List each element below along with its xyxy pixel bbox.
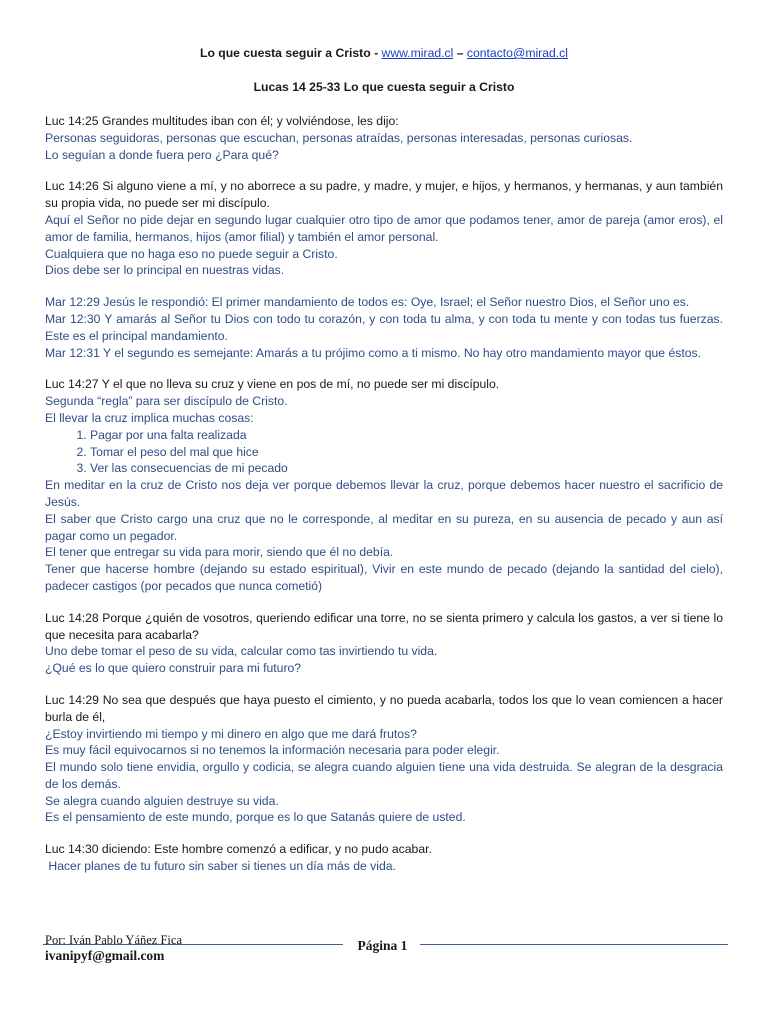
verse-text: Luc 14:27 Y el que no lleva su cruz y viene en pos de mí, no puede ser mi discípulo.: [45, 377, 500, 392]
commentary-text: El saber que Cristo cargo una cruz que no le corresponde, al meditar en su pureza, en su ausencia de pecado y aun así pagar como un pegador.: [45, 511, 723, 543]
verse-text: Luc 14:25 Grandes multitudes iban con él; y volviéndose, les dijo:: [45, 114, 399, 128]
footer-author-block: [45, 932, 345, 964]
commentary-text: El mundo solo tiene envidia, orgullo y codicia, se alegra cuando alguien tiene una vida destruida. Se alegran de la desgracia de los demás.: [45, 760, 723, 791]
section-luc-14-28: [45, 610, 723, 677]
commentary-text: Personas seguidoras, personas que escuchan, personas atraídas, personas interesadas, personas curiosas.: [45, 130, 633, 145]
page-number: Página 1: [357, 938, 408, 953]
section-luc-14-27: [45, 376, 723, 594]
footer-divider: [420, 944, 728, 945]
commentary-text: ¿Estoy invirtiendo mi tiempo y mi dinero en algo que me dará frutos?: [45, 726, 417, 741]
header-title: Lo que cuesta seguir a Cristo: [200, 46, 371, 60]
numbered-list: [45, 427, 723, 477]
page-header: [0, 45, 768, 61]
verse-text: Luc 14:29 No sea que después que haya puesto el cimiento, y no pueda acabarla, todos los que lo vean comiencen a hacer burla de él,: [45, 692, 723, 724]
list-item: 2. Tomar el peso del mal que hice: [90, 444, 723, 461]
commentary-text: El llevar la cruz implica muchas cosas:: [45, 410, 254, 425]
verse-text: Mar 12:29 Jesús le respondió: El primer mandamiento de todos es: Oye, Israel; el Señor nuestro Dios, el Señor uno es.: [45, 295, 690, 310]
section-mar-12: [45, 294, 723, 361]
commentary-text: Aquí el Señor no pide dejar en segundo lugar cualquier otro tipo de amor que podamos tener, amor de pareja (amor eros), el amor de familia, hermanos, hijos (amor filial) y también el amor personal.: [45, 212, 723, 244]
commentary-text: Uno debe tomar el peso de su vida, calcular como tas invirtiendo tu vida.: [45, 644, 438, 659]
commentary-text: Dios debe ser lo principal en nuestras vidas.: [45, 263, 285, 278]
verse-text: Luc 14:30 diciendo: Este hombre comenzó a edificar, y no pudo acabar.: [45, 842, 432, 857]
commentary-text: El tener que entregar su vida para morir, siendo que él no debía.: [45, 545, 394, 560]
author-email[interactable]: ivanipyf@gmail.com: [45, 948, 165, 963]
commentary-text: Lo seguían a donde fuera pero ¿Para qué?: [45, 147, 279, 162]
contact-email-link[interactable]: contacto@mirad.cl: [466, 46, 568, 60]
commentary-text: Hacer planes de tu futuro sin saber si tienes un día más de vida.: [45, 859, 396, 874]
list-item: 1. Pagar por una falta realizada: [90, 427, 723, 444]
section-luc-14-25: [45, 113, 723, 163]
commentary-text: Se alegra cuando alguien destruye su vida.: [45, 793, 279, 808]
author-name: Por: Iván Pablo Yáñez Fica: [45, 933, 182, 947]
verse-text: Mar 12:31 Y el segundo es semejante: Amarás a tu prójimo como a ti mismo. No hay otro mandamiento mayor que éstos.: [45, 345, 701, 360]
website-link[interactable]: www.mirad.cl: [381, 46, 454, 60]
section-luc-14-29: [45, 692, 723, 826]
verse-text: Luc 14:28 Porque ¿quién de vosotros, queriendo edificar una torre, no se sienta primero y calcula los gastos, a ver si tiene lo que necesita para acabarla?: [45, 610, 723, 642]
commentary-text: En meditar en la cruz de Cristo nos deja ver porque debemos llevar la cruz, porque debemos hacer nuestro el sacrificio de Jesús.: [45, 478, 723, 509]
commentary-text: Segunda “regla” para ser discípulo de Cristo.: [45, 394, 288, 409]
section-luc-14-30: [45, 841, 723, 875]
header-separator: -: [370, 46, 382, 60]
commentary-text: Cualquiera que no haga eso no puede seguir a Cristo.: [45, 246, 338, 261]
section-luc-14-26: [45, 178, 723, 279]
document-body: [45, 113, 723, 875]
header-separator: –: [453, 46, 467, 60]
commentary-text: Es el pensamiento de este mundo, porque es lo que Satanás quiere de usted.: [45, 810, 466, 825]
commentary-text: Tener que hacerse hombre (dejando su estado espiritual), Vivir en este mundo de pecado (dejando la santidad del cielo), padecer castigos (por pecados que nunca cometió): [45, 562, 723, 593]
verse-text: Mar 12:30 Y amarás al Señor tu Dios con todo tu corazón, y con toda tu alma, y con toda tu mente y con todas tus fuerzas. Este es el principal mandamiento.: [45, 311, 723, 343]
commentary-text: Es muy fácil equivocarnos si no tenemos la información necesaria para poder elegir.: [45, 743, 500, 758]
verse-text: Luc 14:26 Si alguno viene a mí, y no aborrece a su padre, y madre, y mujer, e hijos, y hermanos, y hermanas, y aun también su propia vida, no puede ser mi discípulo.: [45, 179, 723, 211]
commentary-text: ¿Qué es lo que quiero construir para mi futuro?: [45, 661, 302, 676]
document-subtitle: Lucas 14 25-33 Lo que cuesta seguir a Cristo: [253, 80, 515, 94]
list-item: 3. Ver las consecuencias de mi pecado: [90, 460, 723, 477]
